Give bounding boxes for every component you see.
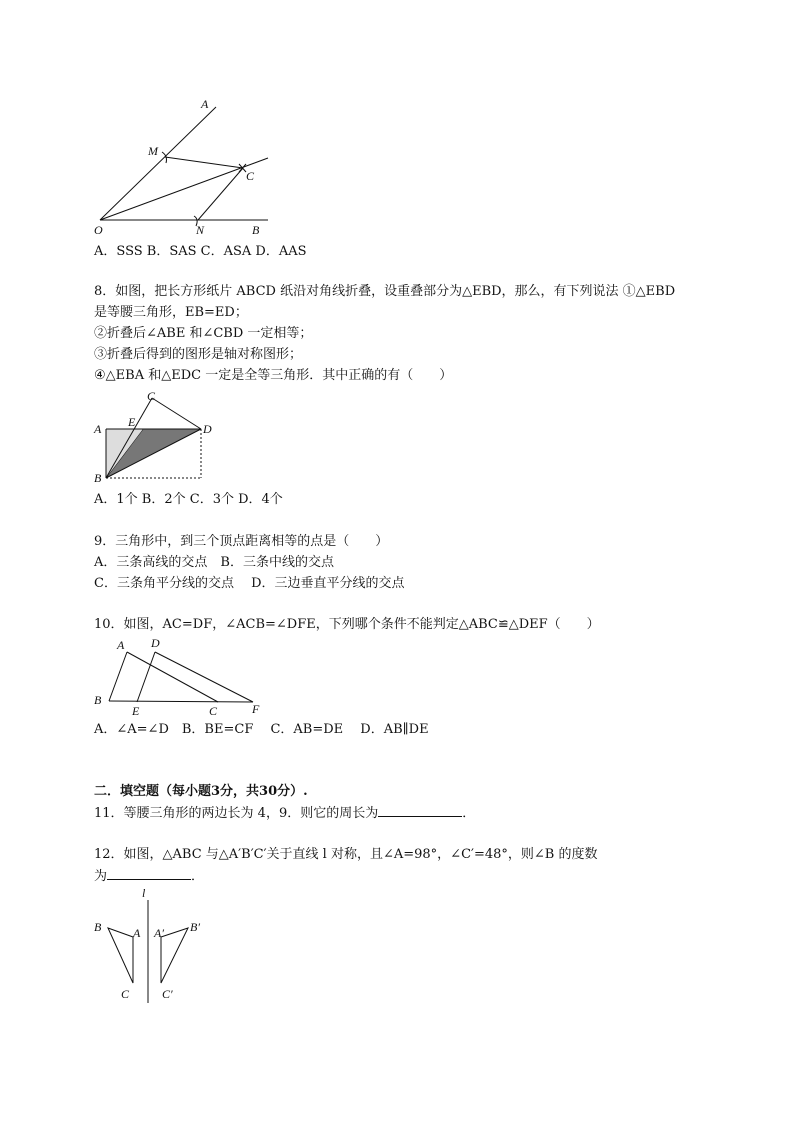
- q10-figure: [90, 636, 270, 720]
- label-c-prime: C′: [162, 987, 173, 1001]
- q8-figure: [90, 388, 220, 488]
- triangle-a2b2c2: [161, 928, 188, 983]
- q12-figure: [88, 885, 218, 1005]
- q8-line4: ③折叠后得到的图形是轴对称图形；: [94, 347, 303, 362]
- label-b: B: [94, 920, 102, 934]
- q8-line1: 8．如图，把长方形纸片 ABCD 纸沿对角线折叠，设重叠部分为△EBD，那么，有下列说法 ①△EBD: [94, 284, 676, 299]
- label-a: A: [133, 926, 141, 940]
- q11-tail: ．: [462, 806, 476, 821]
- label-c: C: [147, 389, 156, 403]
- label-d: D: [151, 636, 160, 650]
- label-a-prime: A′: [154, 926, 164, 940]
- q9-option-line2: C．三条角平分线的交点 D．三边垂直平分线的交点: [94, 576, 405, 591]
- q11-line: [94, 804, 475, 823]
- label-d: D: [203, 422, 212, 436]
- label-e: E: [128, 415, 136, 429]
- label-a: A: [94, 422, 102, 436]
- label-b: B: [94, 693, 102, 707]
- q8-line5: ④△EBA 和△EDC 一定是全等三角形．其中正确的有（ ）: [94, 368, 453, 383]
- label-b: B: [94, 471, 102, 485]
- label-l: l: [142, 886, 146, 900]
- label-c: C: [121, 987, 130, 1001]
- answer-blank[interactable]: [378, 804, 462, 817]
- label-a: A: [117, 638, 125, 652]
- label-c: C: [209, 704, 218, 718]
- q12-line2: [94, 867, 204, 886]
- q7-options: A．SSS B．SAS C．ASA D．AAS: [94, 244, 307, 259]
- label-e: E: [132, 704, 140, 718]
- label-f: F: [252, 702, 260, 716]
- label-o: O: [94, 223, 103, 237]
- base-bf: [109, 701, 253, 702]
- q12-line1: 12．如图，△ABC 与△A′B′C′关于直线 l 对称，且∠A=98°，∠C′=48°，则∠B 的度数: [94, 847, 598, 862]
- label-c: C: [246, 169, 255, 183]
- q9-stem: 9．三角形中，到三个顶点距离相等的点是（ ）: [94, 534, 389, 549]
- q10-stem: 10．如图，AC=DF，∠ACB=∠DFE，下列哪个条件不能判定△ABC≌△DEF（ ）: [94, 617, 600, 632]
- q8-options: A．1个 B．2个 C．3个 D．4个: [94, 492, 283, 507]
- q8-line3: ②折叠后∠ABE 和∠CBD 一定相等；: [94, 326, 313, 341]
- label-n: N: [196, 223, 205, 237]
- triangle-abc: [108, 928, 133, 983]
- label-b: B: [252, 223, 260, 237]
- label-a: A: [201, 97, 209, 111]
- q12-tail: ．: [191, 869, 205, 884]
- segment-mc: [165, 157, 243, 168]
- q12-prefix: 为: [94, 869, 108, 884]
- q11-stem: 11．等腰三角形的两边长为 4，9．则它的周长为: [94, 806, 379, 821]
- side-cd: [152, 398, 201, 429]
- answer-blank[interactable]: [107, 867, 191, 880]
- label-b-prime: B′: [190, 920, 200, 934]
- q7-figure: [88, 92, 278, 242]
- ray-oa: [100, 107, 216, 220]
- q8-line2: 是等腰三角形，EB=ED；: [94, 305, 248, 320]
- section-heading: 二．填空题（每小题3分，共30分）.: [94, 784, 308, 799]
- side-ab: [109, 652, 127, 701]
- label-m: M: [148, 144, 158, 158]
- q10-options: A．∠A=∠D B．BE=CF C．AB=DE D．AB∥DE: [94, 722, 429, 737]
- q9-option-line1: A．三条高线的交点 B．三条中线的交点: [94, 555, 334, 570]
